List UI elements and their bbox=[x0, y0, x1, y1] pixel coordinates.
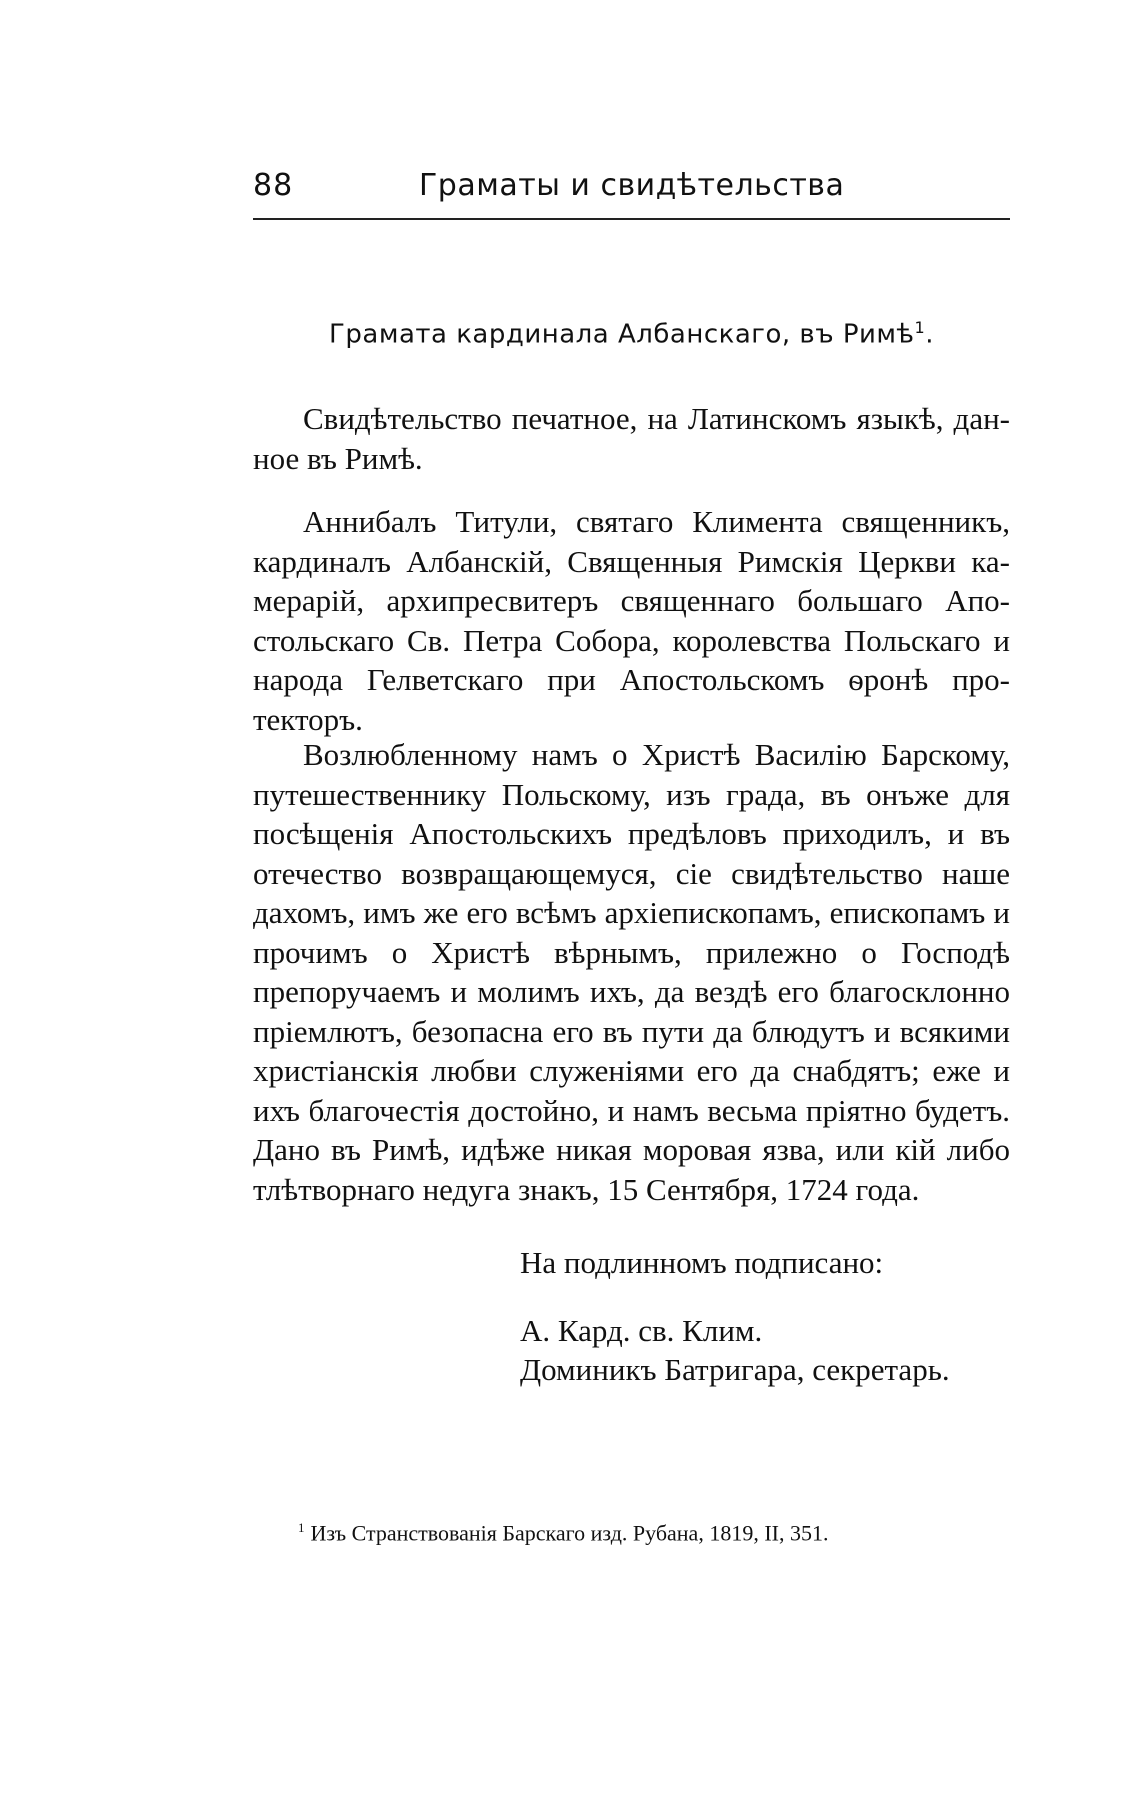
footnote-reference: 1 bbox=[914, 318, 926, 337]
letter-paragraph: Возлюбленному намъ о Христѣ Василію Барскому, путешественнику Польскому, изъ града, въ онъже для посѣщенія Апостольскихъ предѣловъ приходилъ, и въ отечество возвращающемуся, сіе свидѣтельство наше дахомъ, имъ же его всѣмъ архіепископамъ, епископамъ и прочимъ о Христѣ вѣрнымъ, прилежно о Господѣ препоручаемъ и молимъ ихъ, да вездѣ его благосклонно пріемлютъ, безопасна его въ пути да блюдутъ и всякими христіанскія любви служеніями его да снабдятъ; еже и ихъ благочестія достойно, и намъ весьма пріятно будетъ. Дано въ Римѣ, идѣже никая моровая язва, или кій либо тлѣтворнаго недуга знакъ, 15 Сентября, 1724 года. bbox=[253, 737, 1010, 1207]
signature-secretary: Доминикъ Батригара, секретарь. bbox=[520, 1352, 950, 1387]
signature-cardinal: А. Кард. св. Клим. bbox=[520, 1313, 763, 1348]
header-rule bbox=[253, 218, 1010, 220]
signature-note: На подлинномъ подписано: bbox=[520, 1245, 884, 1280]
titles-paragraph: Аннибалъ Титули, святаго Климента священникъ, кардиналъ Албанскій, Священныя Римскія Церкви камерарій, архипресвитеръ священнаго большаго Апостольскаго Св. Петра Собора, королевства Польскаго и народа Гелветскаго при Апостольскомъ ѳронѣ протекторъ. bbox=[253, 504, 1010, 737]
footnote-text: Изъ Странствованія Барскаго изд. Рубана, 1819, II, 351. bbox=[310, 1520, 829, 1546]
document-title: Грамата кардинала Албанскаго, въ Римѣ$^1$. bbox=[329, 318, 934, 350]
page-number: 88 bbox=[253, 168, 294, 203]
footnote bbox=[298, 1513, 998, 1548]
document-title-text: Грамата кардинала Албанскаго, въ Римѣ bbox=[329, 319, 915, 350]
intro-paragraph: Свидѣтельство печатное, на Латинскомъ языкѣ, данное въ Римѣ. bbox=[253, 401, 1010, 476]
running-head bbox=[253, 168, 1010, 214]
footnote-marker: 1 bbox=[298, 1520, 305, 1535]
section-title: Граматы и свидѣтельства bbox=[419, 168, 845, 203]
